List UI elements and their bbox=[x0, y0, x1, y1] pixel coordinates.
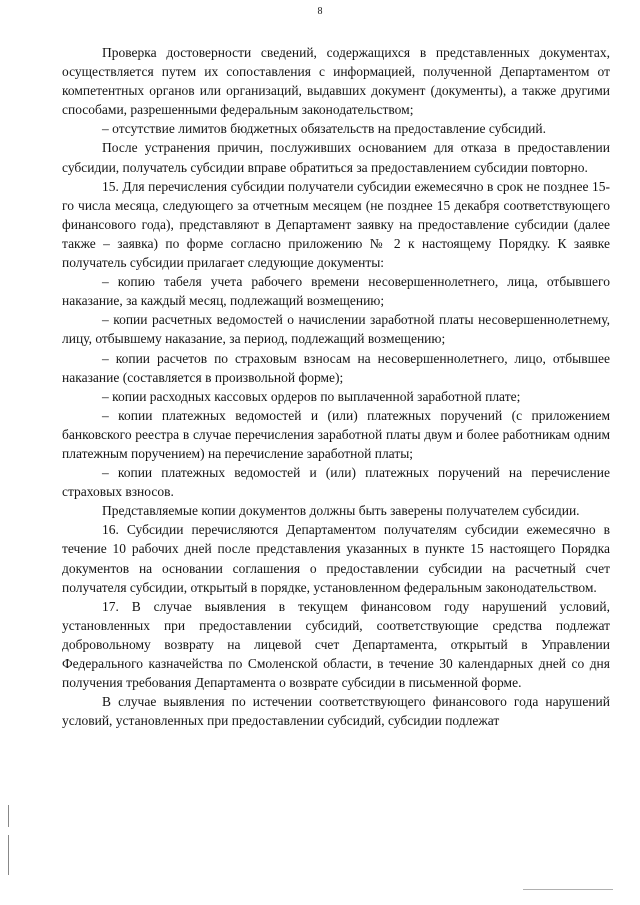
paragraph-violation-after-year: В случае выявления по истечении соответствующего финансового года нарушений условий, установленных при предоставлении субсидий, субсидии подлежат bbox=[62, 694, 610, 729]
paragraph-certification: Представляемые копии документов должны быть заверены получателем субсидии. bbox=[102, 503, 580, 519]
paragraph-clause-17: 17. В случае выявления в текущем финансовом году нарушений условий, установленных при предоставлении субсидий, соответствующие средства подлежат добровольному возврату на лицевой счет Департамента, открытый в Управлении Федерального казначейства по Смоленской области, в течение 30 календарных дней со дня получения требования Департамента о возврате субсидии в письменной форме. bbox=[62, 598, 610, 691]
scan-artifact-mark bbox=[8, 805, 9, 827]
page-number: 8 bbox=[317, 6, 323, 17]
paragraph-doc-payment-wages: – копии платежных ведомостей и (или) платежных поручений (с приложением банковского реестра в случае перечисления заработной платы двум и более работникам одним платежным поручением) на перечисление заработной платы; bbox=[62, 407, 610, 461]
paragraph-clause-15: 15. Для перечисления субсидии получатели субсидии ежемесячно в срок не позднее 15-го числа месяца, следующего за отчетным месяцем (не позднее 15 декабря соответствующего финансового года), представляют в Департамент заявку на предоставление субсидии (далее также – заявка) по форме согласно приложению № 2 к настоящему Порядку. К заявке получатель субсидии прилагает следующие документы: bbox=[62, 178, 610, 271]
paragraph-doc-cash-orders: – копии расходных кассовых ордеров по выплаченной заработной плате; bbox=[102, 388, 521, 404]
paragraph-clause-16: 16. Субсидии перечисляются Департаментом получателям субсидии ежемесячно в течение 10 рабочих дней после представления указанных в пункте 15 настоящего Порядка документов на основании соглашения о предоставлении субсидии на расчетный счет получателя субсидии, открытый в порядке, установленном федеральным законодательством. bbox=[62, 522, 610, 595]
paragraph-reapply: После устранения причин, послуживших основанием для отказа в предоставлении субсидии, получатель субсидии вправе обратиться за предоставлением субсидии повторно. bbox=[62, 140, 610, 175]
paragraph-verification: Проверка достоверности сведений, содержащихся в представленных документах, осуществляется путем их сопоставления с информацией, полученной Департаментом от компетентных органов или организаций, выдавших документ (документы), а также другими способами, разрешенными федеральным законодательством; bbox=[62, 45, 610, 118]
scan-artifact-line bbox=[523, 889, 613, 890]
paragraph-doc-timesheet: – копию табеля учета рабочего времени несовершеннолетнего, лица, отбывшего наказание, за каждый месяц, подлежащий возмещению; bbox=[62, 274, 610, 309]
document-body bbox=[62, 43, 610, 730]
paragraph-doc-insurance: – копии расчетов по страховым взносам на несовершеннолетнего, лицо, отбывшее наказание (составляется в произвольной форме); bbox=[62, 350, 610, 385]
paragraph-doc-payroll: – копии расчетных ведомостей о начислении заработной платы несовершеннолетнему, лицу, отбывшему наказание, за период, подлежащий возмещению; bbox=[62, 312, 610, 347]
paragraph-doc-payment-insurance: – копии платежных ведомостей и (или) платежных поручений на перечисление страховых взносов. bbox=[62, 465, 610, 500]
paragraph-limits: – отсутствие лимитов бюджетных обязательств на предоставление субсидий. bbox=[102, 121, 546, 137]
scan-artifact-mark bbox=[8, 835, 9, 875]
